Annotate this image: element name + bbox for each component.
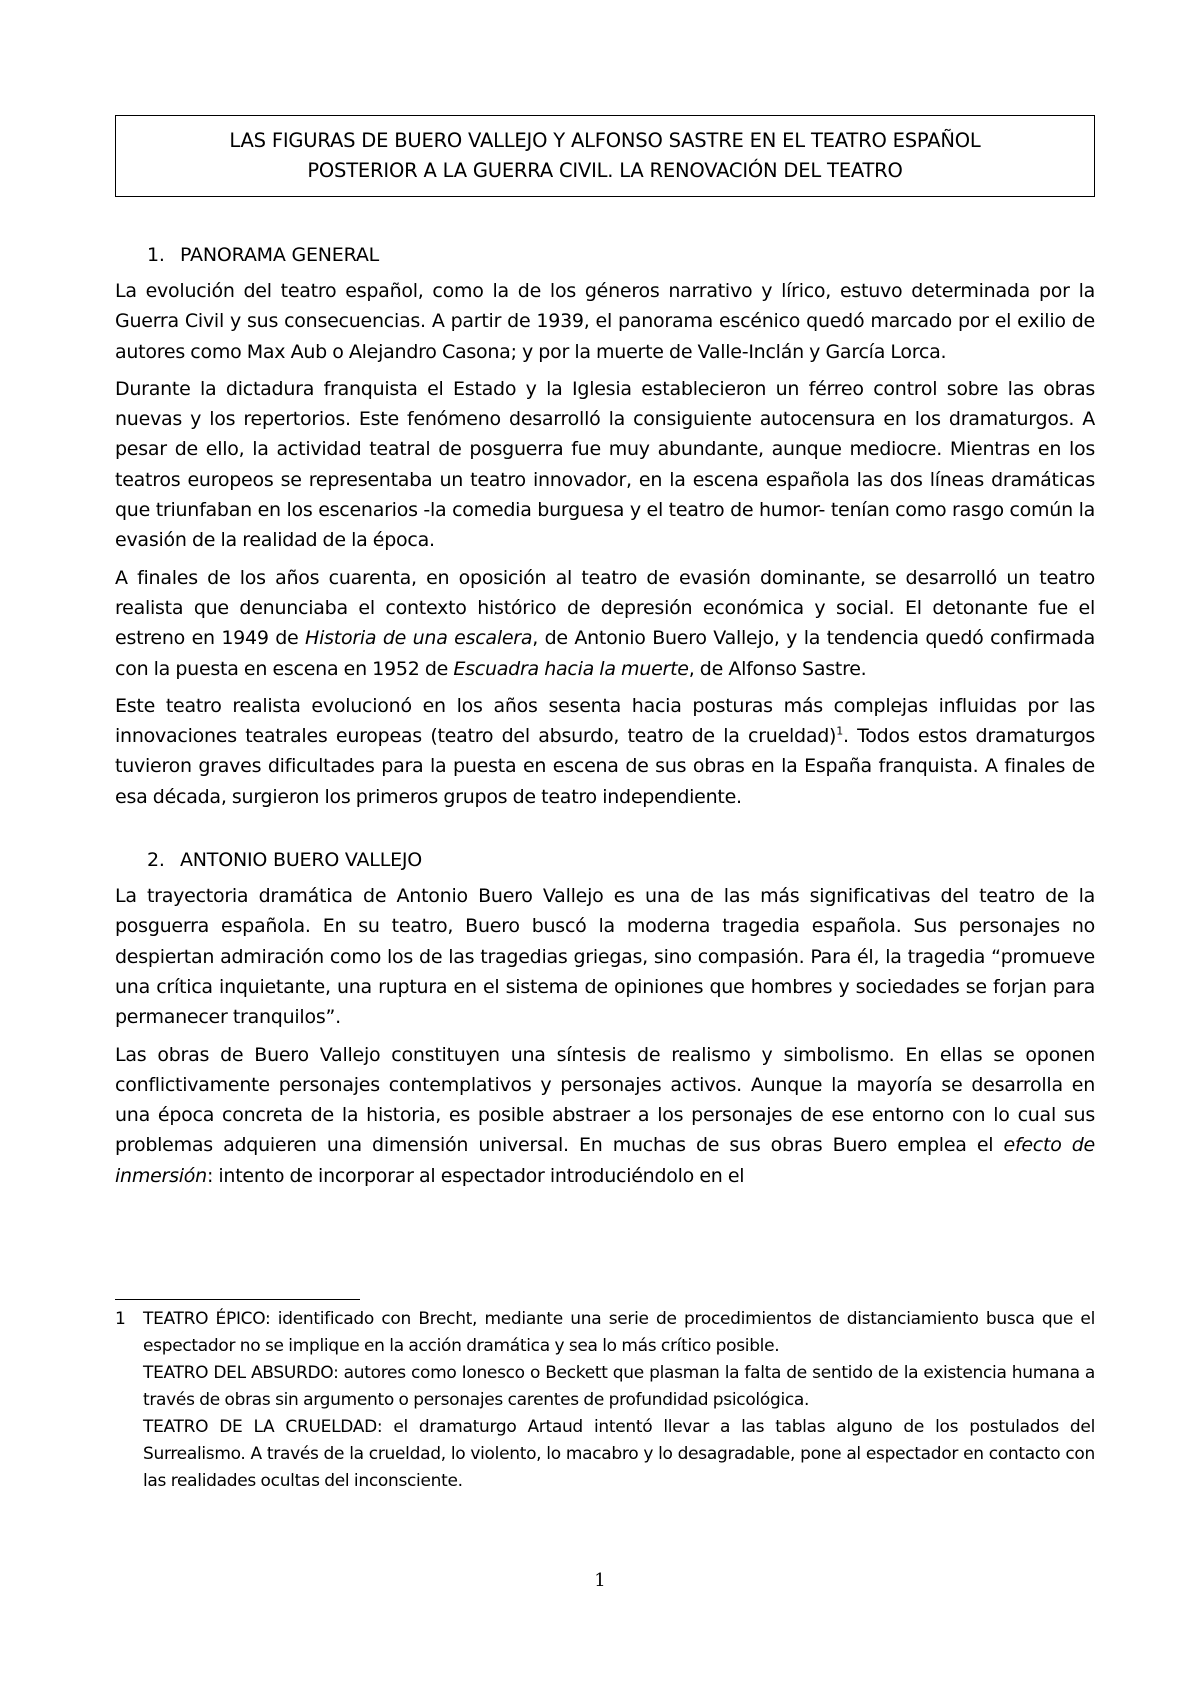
section-2-paragraph-1: La trayectoria dramática de Antonio Buero Vallejo es una de las más significativas del teatro de la posguerra española. En su teatro, Buero buscó la moderna tragedia española. Sus personajes no despiertan admiración como los de las tragedias griegas, sino compasión. Para él, la tragedia “promueve una crítica inquietante, una ruptura en el sistema de opiniones que hombres y sociedades se forjan para permanecer tranquilos”.	[115, 885, 1095, 1029]
title-box	[115, 115, 1095, 197]
term-efecto-de-inmersion: efecto de inmersión	[115, 1134, 1095, 1187]
text-run: , de Antonio Buero Vallejo, y la tendencia quedó confirmada con la puesta en escena en 1952 de	[115, 627, 1095, 680]
text-run: . Todos estos dramaturgos tuvieron graves dificultades para la puesta en escena de sus obras en la España franquista. A finales de esa década, surgieron los primeros grupos de teatro independiente.	[115, 725, 1095, 808]
footnote-teatro-absurdo: TEATRO DEL ABSURDO: autores como Ionesco o Beckett que plasman la falta de sentido de la existencia humana a través de obras sin argumento o personajes carentes de profundidad psicológica.	[143, 1363, 1095, 1410]
footnote-number: 1	[115, 1309, 126, 1329]
section-2-number: 2.	[147, 849, 165, 872]
title-escuadra-hacia-la-muerte: Escuadra hacia la muerte	[453, 657, 689, 680]
footnotes	[115, 1306, 1095, 1495]
section-1-number: 1.	[147, 244, 165, 266]
section-1-title: PANORAMA GENERAL	[180, 244, 380, 266]
footnote-teatro-epico: TEATRO ÉPICO: identificado con Brecht, mediante una serie de procedimientos de distanciamiento busca que el espectador no se implique en la acción dramática y sea lo más crítico posible.	[143, 1309, 1095, 1356]
text-run: , de Alfonso Sastre.	[688, 657, 867, 680]
footnote-body	[143, 1306, 1095, 1495]
section-1-paragraph-4	[115, 691, 1095, 812]
section-1-paragraph-1: La evolución del teatro español, como la de los géneros narrativo y lírico, estuvo determinada por la Guerra Civil y sus consecuencias. A partir de 1939, el panorama escénico quedó marcado por el exilio de autores como Max Aub o Alejandro Casona; y por la muerte de Valle-Inclán y García Lorca.	[115, 280, 1095, 363]
footnote-reference[interactable]: 1	[836, 724, 843, 738]
section-1-paragraph-2: Durante la dictadura franquista el Estado y la Iglesia establecieron un férreo control sobre las obras nuevas y los repertorios. Este fenómeno desarrolló la consiguiente autocensura en los dramaturgos. A pesar de ello, la actividad teatral de posguerra fue muy abundante, aunque mediocre. Mientras en los teatros europeos se representaba un teatro innovador, en la escena española las dos líneas dramáticas que triunfaban en los escenarios -la comedia burguesa y el teatro de humor- tenían como rasgo común la evasión de la realidad de la época.	[115, 377, 1095, 552]
section-2-paragraph-2	[115, 1040, 1095, 1191]
section-1-paragraph-3	[115, 563, 1095, 684]
page-number: 1	[594, 1570, 606, 1591]
section-2-heading	[147, 845, 1095, 875]
title-historia-de-una-escalera: Historia de una escalera	[305, 627, 533, 650]
text-run: : intento de incorporar al espectador introduciéndolo en el	[206, 1164, 745, 1187]
section-1-heading	[147, 240, 1095, 270]
footnote-separator	[115, 1299, 360, 1300]
footnote-1	[115, 1306, 1095, 1495]
title-line-2: POSTERIOR A LA GUERRA CIVIL. LA RENOVACIÓN DEL TEATRO	[307, 159, 903, 182]
text-run: A finales de los años cuarenta, en oposición al teatro de evasión dominante, se desarrolló un teatro realista que denunciaba el contexto histórico de depresión económica y social. El detonante fue el estreno en 1949 de	[115, 566, 1095, 650]
main-content	[115, 240, 1095, 1198]
footnote-teatro-crueldad: TEATRO DE LA CRUELDAD: el dramaturgo Artaud intentó llevar a las tablas alguno de los postulados del Surrealismo. A través de la crueldad, lo violento, lo macabro y lo desagradable, pone al espectador en contacto con las realidades ocultas del inconsciente.	[143, 1417, 1095, 1491]
title-line-1: LAS FIGURAS DE BUERO VALLEJO Y ALFONSO SASTRE EN EL TEATRO ESPAÑOL	[229, 129, 981, 152]
section-2-title: ANTONIO BUERO VALLEJO	[180, 849, 423, 872]
text-run: Las obras de Buero Vallejo constituyen una síntesis de realismo y simbolismo. En ellas se oponen conflictivamente personajes contemplativos y personajes activos. Aunque la mayoría se desarrolla en una época concreta de la historia, es posible abstraer a los personajes de ese entorno con lo cual sus problemas adquieren una dimensión universal. En muchas de sus obras Buero emplea el	[115, 1043, 1095, 1157]
text-run: Este teatro realista evolucionó en los años sesenta hacia posturas más complejas influidas por las innovaciones teatrales europeas (teatro del absurdo, teatro de la crueldad)	[115, 694, 1095, 748]
